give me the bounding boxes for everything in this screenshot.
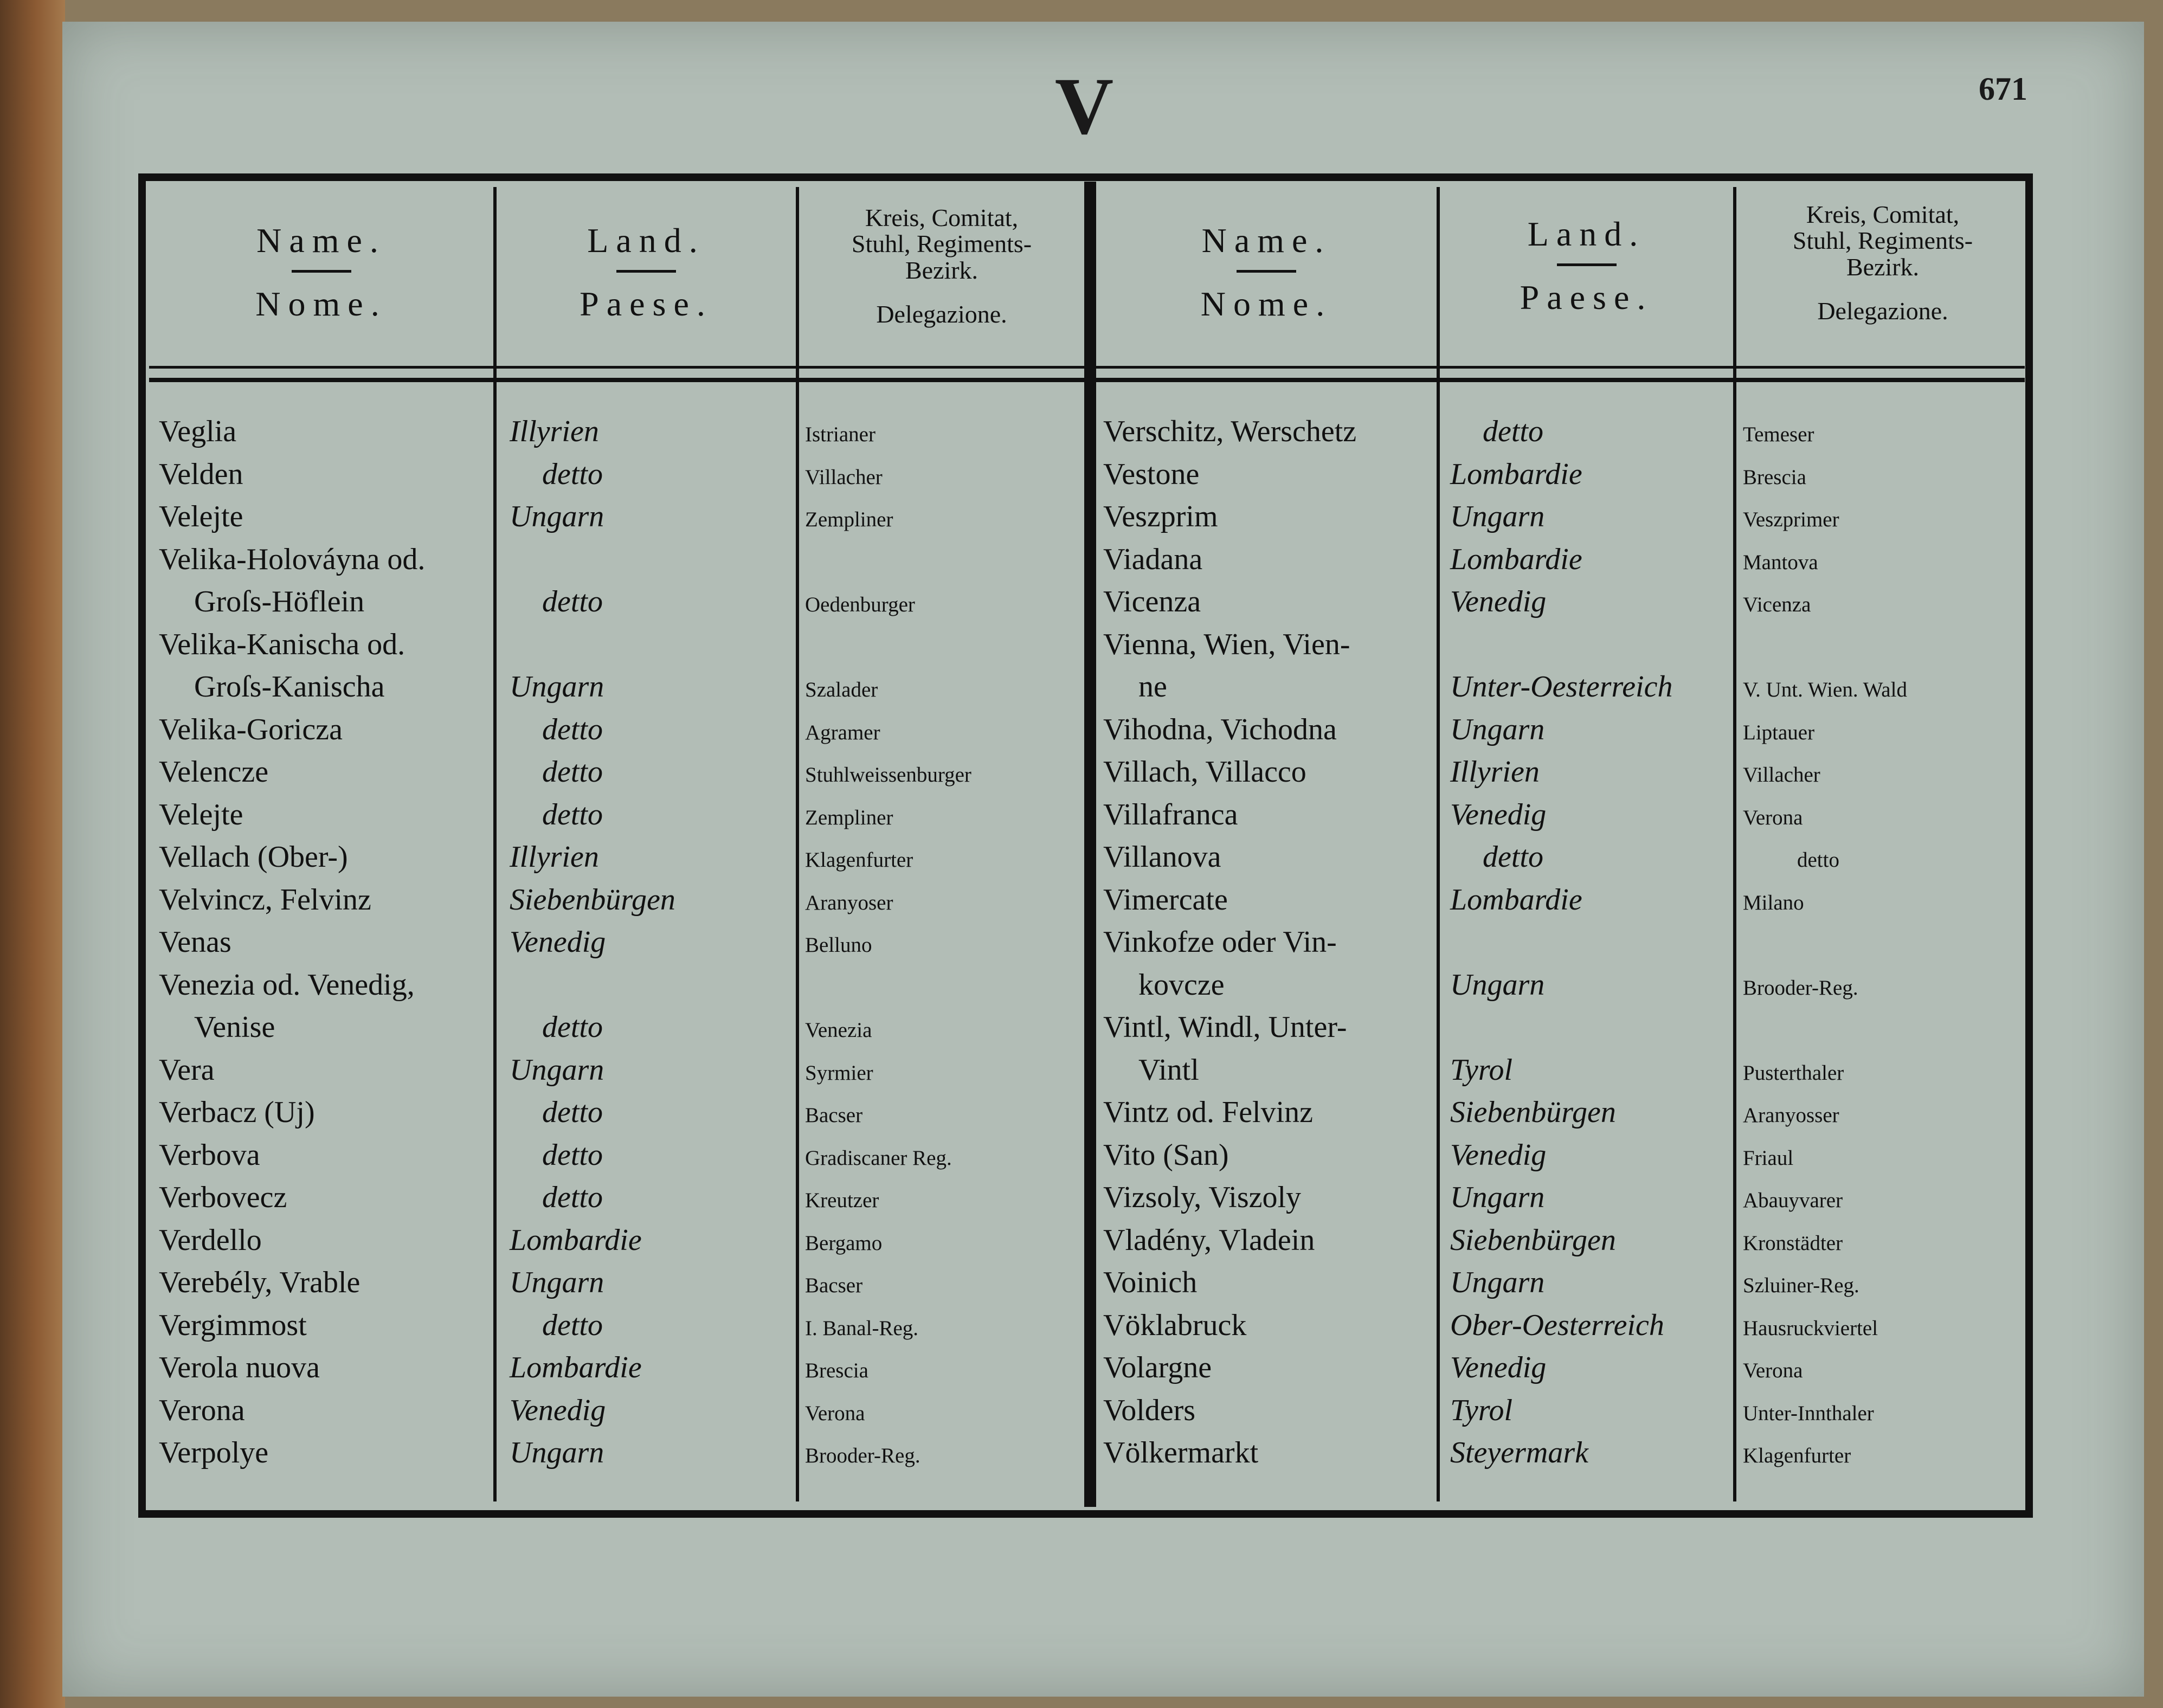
right-row-16-kreis: Pusterthaler — [1743, 1061, 1844, 1085]
left-row-15-name: Venise — [194, 1010, 275, 1044]
right-row-15-name: Vintl, Windl, Unter- — [1103, 1010, 1347, 1044]
left-row-21-kreis: Bacser — [805, 1274, 863, 1297]
right-row-5-name: Vicenza — [1103, 585, 1201, 618]
right-row-21-land: Ungarn — [1450, 1266, 1545, 1299]
left-row-16-land: Ungarn — [510, 1053, 604, 1087]
left-row-13-land: Venedig — [510, 925, 606, 959]
left-row-17-kreis: Bacser — [805, 1104, 863, 1127]
header-name-left — [149, 223, 493, 321]
header-kreis-line3: Bezirk. — [1846, 253, 1920, 281]
right-row-7-land: Unter-Oesterreich — [1450, 670, 1673, 704]
right-row-17-name: Vintz od. Felvinz — [1103, 1095, 1314, 1129]
left-row-18-name: Verbova — [159, 1138, 260, 1172]
header-kreis-line1: Kreis, Comitat, — [1806, 201, 1960, 228]
header-name-de: Name. — [1201, 221, 1331, 260]
right-row-17-kreis: Aranyosser — [1743, 1104, 1839, 1127]
header-land-de: Land. — [1527, 215, 1646, 253]
right-row-3-name: Veszprim — [1103, 500, 1218, 533]
right-row-25-kreis: Klagenfurter — [1743, 1444, 1851, 1467]
left-row-16-kreis: Syrmier — [805, 1061, 873, 1085]
left-row-10-name: Velejte — [159, 797, 243, 832]
right-row-20-kreis: Kronstädter — [1743, 1231, 1843, 1255]
left-row-24-land: Venedig — [510, 1393, 606, 1427]
left-row-17-land: detto — [542, 1095, 603, 1129]
left-row-2-name: Velden — [159, 457, 243, 491]
right-row-1-land: detto — [1483, 415, 1543, 448]
right-row-10-kreis: Verona — [1743, 805, 1803, 829]
right-row-2-name: Vestone — [1103, 457, 1200, 491]
right-row-4-kreis: Mantova — [1743, 550, 1818, 574]
left-row-2-kreis: Villacher — [805, 465, 883, 489]
right-row-22-name: Vöklabruck — [1103, 1308, 1247, 1342]
page-number: 671 — [1979, 71, 2027, 107]
left-row-7-land: Ungarn — [510, 670, 604, 704]
left-row-21-name: Verebély, Vrable — [159, 1266, 360, 1299]
left-row-13-kreis: Belluno — [805, 933, 872, 957]
header-land-it: Paese. — [1520, 278, 1653, 317]
right-row-12-land: Lombardie — [1450, 882, 1582, 917]
header-land-right — [1440, 217, 1733, 315]
left-row-19-land: detto — [542, 1181, 603, 1214]
right-row-8-name: Vihodna, Vichodna — [1103, 712, 1337, 746]
right-row-4-land: Lombardie — [1450, 542, 1582, 576]
left-row-23-kreis: Brescia — [805, 1359, 868, 1382]
right-row-22-kreis: Hausruckviertel — [1743, 1316, 1878, 1340]
left-row-13-name: Venas — [159, 925, 231, 959]
header-land-it: Paese. — [580, 285, 713, 323]
left-row-8-name: Velika-Goricza — [159, 712, 343, 746]
left-row-12-name: Velvincz, Felvinz — [159, 882, 371, 917]
right-row-7-name: ne — [1138, 670, 1167, 704]
right-row-18-land: Venedig — [1450, 1138, 1547, 1172]
left-row-23-name: Verola nuova — [159, 1351, 320, 1384]
header-kreis-line2: Stuhl, Regiments- — [851, 230, 1032, 258]
left-row-1-kreis: Istrianer — [805, 423, 876, 446]
divider-left-1 — [493, 187, 497, 1501]
right-row-1-kreis: Temeser — [1743, 423, 1814, 446]
left-row-22-land: detto — [542, 1308, 603, 1342]
header-kreis-left — [799, 205, 1084, 328]
left-row-7-name: Groſs-Kanischa — [194, 670, 385, 704]
right-row-7-kreis: V. Unt. Wien. Wald — [1743, 678, 1907, 701]
section-letter: V — [1054, 61, 1114, 151]
header-dash — [616, 270, 676, 273]
right-row-14-land: Ungarn — [1450, 968, 1545, 1002]
left-row-24-name: Verona — [159, 1393, 245, 1427]
right-row-17-land: Siebenbürgen — [1450, 1095, 1616, 1129]
header-rule-bottom — [149, 378, 2025, 382]
left-row-5-kreis: Oedenburger — [805, 593, 915, 616]
right-row-23-kreis: Verona — [1743, 1359, 1803, 1382]
right-row-22-land: Ober-Oesterreich — [1450, 1308, 1664, 1342]
left-row-20-kreis: Bergamo — [805, 1231, 883, 1255]
left-row-19-name: Verbovecz — [159, 1181, 287, 1214]
header-kreis-right — [1736, 202, 2029, 325]
right-row-24-land: Tyrol — [1450, 1393, 1513, 1427]
right-row-13-name: Vinkofze oder Vin- — [1103, 925, 1337, 959]
right-row-19-name: Vizsoly, Viszoly — [1103, 1181, 1302, 1214]
left-row-3-kreis: Zempliner — [805, 508, 893, 531]
right-row-11-name: Villanova — [1103, 840, 1221, 874]
header-name-it: Nome. — [1200, 285, 1332, 323]
right-row-10-land: Venedig — [1450, 797, 1547, 832]
left-row-6-name: Velika-Kanischa od. — [159, 627, 405, 661]
left-row-10-kreis: Zempliner — [805, 805, 893, 829]
right-row-14-kreis: Brooder-Reg. — [1743, 976, 1858, 1000]
left-row-24-kreis: Verona — [805, 1401, 865, 1425]
right-row-11-kreis: detto — [1797, 848, 1839, 872]
right-row-19-land: Ungarn — [1450, 1181, 1545, 1214]
right-row-18-name: Vito (San) — [1103, 1138, 1229, 1172]
header-land-de: Land. — [587, 221, 705, 260]
left-row-12-kreis: Aranyoser — [805, 891, 893, 914]
header-kreis-it: Delegazione. — [876, 300, 1007, 328]
left-row-10-land: detto — [542, 797, 603, 832]
left-row-9-name: Velencze — [159, 755, 269, 789]
right-row-8-land: Ungarn — [1450, 712, 1545, 746]
right-row-10-name: Villafranca — [1103, 797, 1238, 832]
right-row-16-name: Vintl — [1138, 1053, 1199, 1087]
left-row-22-kreis: I. Banal-Reg. — [805, 1316, 919, 1340]
left-row-19-kreis: Kreutzer — [805, 1189, 879, 1212]
right-row-3-land: Ungarn — [1450, 500, 1545, 533]
left-row-17-name: Verbacz (Uj) — [159, 1095, 315, 1129]
left-row-25-name: Verpolye — [159, 1436, 269, 1469]
left-row-15-kreis: Venezia — [805, 1019, 872, 1042]
left-row-7-kreis: Szalader — [805, 678, 878, 701]
right-row-18-kreis: Friaul — [1743, 1146, 1794, 1170]
header-dash — [1237, 270, 1296, 273]
left-row-20-name: Verdello — [159, 1223, 262, 1257]
right-row-12-kreis: Milano — [1743, 891, 1804, 914]
header-kreis-line3: Bezirk. — [905, 256, 978, 284]
left-row-3-land: Ungarn — [510, 500, 604, 533]
left-row-9-land: detto — [542, 755, 603, 789]
right-row-21-kreis: Szluiner-Reg. — [1743, 1274, 1859, 1297]
left-row-1-name: Veglia — [159, 415, 237, 448]
right-row-19-kreis: Abauyvarer — [1743, 1189, 1843, 1212]
left-row-4-name: Velika-Holováyna od. — [159, 542, 426, 576]
left-row-22-name: Vergimmost — [159, 1308, 307, 1342]
left-row-8-land: detto — [542, 712, 603, 746]
right-row-3-kreis: Veszprimer — [1743, 508, 1839, 531]
header-name-de: Name. — [256, 221, 386, 260]
divider-left-2 — [796, 187, 799, 1501]
header-dash — [1557, 263, 1617, 266]
right-row-20-land: Siebenbürgen — [1450, 1223, 1616, 1257]
right-row-23-land: Venedig — [1450, 1351, 1547, 1384]
left-row-5-land: detto — [542, 585, 603, 618]
right-row-24-kreis: Unter-Innthaler — [1743, 1401, 1874, 1425]
left-row-5-name: Groſs-Höflein — [194, 585, 365, 618]
divider-right-2 — [1733, 187, 1736, 1501]
header-name-right — [1096, 223, 1437, 321]
right-row-2-kreis: Brescia — [1743, 465, 1806, 489]
left-row-11-kreis: Klagenfurter — [805, 848, 913, 872]
left-row-2-land: detto — [542, 457, 603, 491]
right-row-9-name: Villach, Villacco — [1103, 755, 1306, 789]
right-row-25-land: Steyermark — [1450, 1436, 1589, 1469]
left-row-11-name: Vellach (Ober-) — [159, 840, 348, 874]
left-row-20-land: Lombardie — [510, 1223, 642, 1257]
right-row-1-name: Verschitz, Werschetz — [1103, 415, 1357, 448]
left-row-11-land: Illyrien — [510, 840, 599, 874]
left-row-16-name: Vera — [159, 1053, 215, 1087]
header-dash — [292, 270, 351, 273]
left-row-9-kreis: Stuhlweissenburger — [805, 763, 971, 787]
left-row-12-land: Siebenbürgen — [510, 882, 675, 917]
right-row-11-land: detto — [1483, 840, 1543, 874]
left-row-15-land: detto — [542, 1010, 603, 1044]
right-row-21-name: Voinich — [1103, 1266, 1198, 1299]
right-row-14-name: kovcze — [1138, 968, 1225, 1002]
left-row-25-kreis: Brooder-Reg. — [805, 1444, 920, 1467]
left-row-1-land: Illyrien — [510, 415, 599, 448]
right-row-5-kreis: Vicenza — [1743, 593, 1811, 616]
right-row-2-land: Lombardie — [1450, 457, 1582, 491]
right-row-5-land: Venedig — [1450, 585, 1547, 618]
header-kreis-it: Delegazione. — [1817, 297, 1948, 325]
left-row-18-land: detto — [542, 1138, 603, 1172]
left-row-25-land: Ungarn — [510, 1436, 604, 1469]
header-rule-top — [149, 366, 2025, 369]
right-row-12-name: Vimercate — [1103, 882, 1228, 917]
left-row-18-kreis: Gradiscaner Reg. — [805, 1146, 952, 1170]
right-row-24-name: Volders — [1103, 1393, 1196, 1427]
left-row-3-name: Velejte — [159, 500, 243, 533]
header-land-left — [497, 223, 796, 321]
divider-right-1 — [1437, 187, 1440, 1501]
left-row-23-land: Lombardie — [510, 1351, 642, 1384]
header-name-it: Nome. — [255, 285, 387, 323]
left-row-21-land: Ungarn — [510, 1266, 604, 1299]
book-spine — [0, 0, 65, 1708]
right-row-6-name: Vienna, Wien, Vien- — [1103, 627, 1350, 661]
left-row-14-name: Venezia od. Venedig, — [159, 968, 415, 1002]
right-row-16-land: Tyrol — [1450, 1053, 1513, 1087]
right-row-25-name: Völkermarkt — [1103, 1436, 1259, 1469]
header-kreis-line1: Kreis, Comitat, — [865, 204, 1019, 231]
header-kreis-line2: Stuhl, Regiments- — [1792, 227, 1973, 255]
right-row-9-land: Illyrien — [1450, 755, 1540, 789]
right-row-23-name: Volargne — [1103, 1351, 1212, 1384]
right-row-9-kreis: Villacher — [1743, 763, 1820, 787]
left-row-8-kreis: Agramer — [805, 720, 880, 744]
right-row-4-name: Viadana — [1103, 542, 1203, 576]
right-row-8-kreis: Liptauer — [1743, 720, 1815, 744]
right-row-20-name: Vladény, Vladein — [1103, 1223, 1315, 1257]
